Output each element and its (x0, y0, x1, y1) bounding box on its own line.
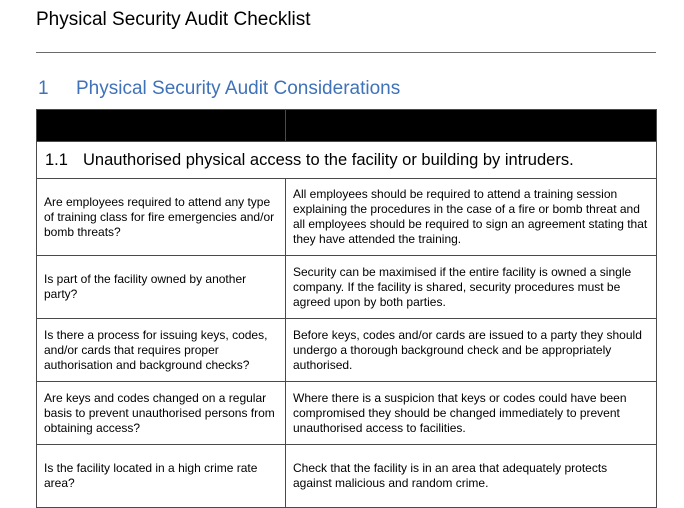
question-cell: Are keys and codes changed on a regular basis to prevent unauthorised persons from obtaining access? (37, 382, 286, 445)
table-row (37, 382, 657, 445)
subsection-row (37, 142, 657, 179)
table-row (37, 445, 657, 508)
question-cell: Is there a process for issuing keys, codes, and/or cards that requires proper authorisation and background checks? (37, 319, 286, 382)
table-row (37, 319, 657, 382)
question-cell: Is part of the facility owned by another party? (37, 256, 286, 319)
answer-cell: Where there is a suspicion that keys or codes could have been compromised they should be changed immediately to prevent unauthorised access to facilities. (286, 382, 657, 445)
section-heading (38, 78, 400, 100)
subsection-title: Unauthorised physical access to the facility or building by intruders. (83, 151, 574, 169)
answer-cell: Before keys, codes and/or cards are issued to a party they should undergo a thorough background check and be appropriately authorised. (286, 319, 657, 382)
section-title: Physical Security Audit Considerations (76, 78, 401, 99)
checklist-table (36, 109, 657, 508)
table-header-cell (286, 110, 657, 142)
table-header-cell (37, 110, 286, 142)
section-number: 1 (38, 78, 49, 99)
subsection-heading (37, 142, 657, 179)
table-row (37, 179, 657, 256)
question-cell: Are employees required to attend any type of training class for fire emergencies and/or bomb threats? (37, 179, 286, 256)
question-cell: Is the facility located in a high crime rate area? (37, 445, 286, 508)
answer-cell: Security can be maximised if the entire facility is owned a single company. If the facility is shared, security procedures must be agreed upon by both parties. (286, 256, 657, 319)
title-divider (36, 52, 656, 53)
table-header-row (37, 110, 657, 142)
answer-cell: Check that the facility is in an area that adequately protects against malicious and random crime. (286, 445, 657, 508)
document-title: Physical Security Audit Checklist (36, 9, 311, 30)
subsection-number: 1.1 (45, 151, 68, 169)
table-row (37, 256, 657, 319)
answer-cell: All employees should be required to attend a training session explaining the procedures in the case of a fire or bomb threat and all employees should be required to sign an agreement stating that they have attended the training. (286, 179, 657, 256)
